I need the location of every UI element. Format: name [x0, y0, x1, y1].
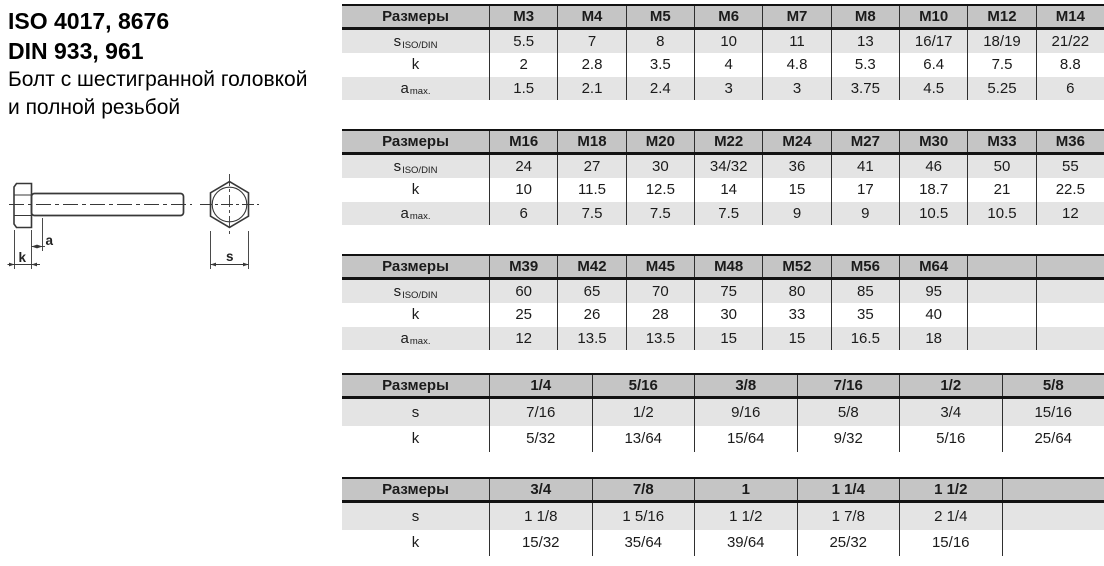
dimension-value: 40	[899, 303, 967, 326]
dimension-value: 10.5	[899, 202, 967, 225]
dimension-value: 4.5	[899, 77, 967, 100]
dimension-value: 16/17	[899, 30, 967, 53]
size-column-header: M64	[899, 256, 967, 277]
dimension-row-label	[342, 303, 489, 326]
dimension-value: 6	[489, 202, 557, 225]
dimension-value: 30	[694, 303, 762, 326]
dimension-symbol: a	[400, 329, 409, 347]
size-column-header: M3	[489, 6, 557, 27]
dimension-value: 3	[694, 77, 762, 100]
dimension-row-label	[342, 30, 489, 53]
dimension-value: 5.3	[831, 53, 899, 76]
dimension-value	[967, 280, 1035, 303]
dimension-value: 26	[557, 303, 625, 326]
dimension-value: 12	[1036, 202, 1104, 225]
size-column-header: M20	[626, 131, 694, 152]
dimension-value: 21	[967, 178, 1035, 201]
size-column-header: M22	[694, 131, 762, 152]
dimension-symbol: k	[411, 181, 420, 199]
dimension-subscript: ISO/DIN	[402, 39, 438, 51]
bolt-shank	[32, 194, 184, 216]
size-column-header: 5/8	[1002, 375, 1104, 396]
dimension-value: 18	[899, 327, 967, 350]
bolt-technical-drawing	[0, 165, 310, 280]
dimension-value	[1036, 327, 1104, 350]
size-column-header: 1	[694, 479, 797, 500]
dimension-value: 17	[831, 178, 899, 201]
table-row	[342, 280, 1104, 303]
dimension-value: 15/16	[1002, 399, 1104, 426]
dimension-value: 14	[694, 178, 762, 201]
dimension-value: 1 1/2	[694, 503, 797, 530]
size-column-header: M33	[967, 131, 1035, 152]
dimension-row-label	[342, 155, 489, 178]
dimension-value: 7/16	[489, 399, 592, 426]
size-column-header: M27	[831, 131, 899, 152]
dimension-value: 8.8	[1036, 53, 1104, 76]
dimension-symbol: s	[393, 33, 402, 51]
dimension-value: 12.5	[626, 178, 694, 201]
dimension-value: 21/22	[1036, 30, 1104, 53]
dimension-value: 95	[899, 280, 967, 303]
table-row	[342, 426, 1104, 453]
dimension-subscript: ISO/DIN	[402, 289, 438, 301]
sizes-header-label: Размеры	[382, 8, 449, 25]
size-column-header	[967, 256, 1035, 277]
dimension-value: 70	[626, 280, 694, 303]
table-row	[342, 178, 1104, 201]
table-row	[342, 53, 1104, 76]
size-column-header: 3/4	[489, 479, 592, 500]
dimension-value: 18.7	[899, 178, 967, 201]
dimension-value: 13/64	[592, 426, 695, 453]
front-view-centerlines	[200, 174, 259, 235]
dimension-value: 3/4	[899, 399, 1002, 426]
imperial-table-large	[342, 477, 1104, 556]
dimension-value: 3.75	[831, 77, 899, 100]
dimension-row-label	[342, 503, 489, 530]
dimension-value: 15	[694, 327, 762, 350]
dimension-symbol: k	[411, 306, 420, 324]
size-column-header: M10	[899, 6, 967, 27]
metric-table-m3-m14	[342, 4, 1104, 100]
dimension-value: 16.5	[831, 327, 899, 350]
metric-table-m39-m64	[342, 254, 1104, 350]
size-column-header: 3/8	[694, 375, 797, 396]
dimension-a-arrows	[32, 245, 43, 249]
size-column-header: M56	[831, 256, 899, 277]
dimension-value: 1 7/8	[797, 503, 900, 530]
dimension-value: 24	[489, 155, 557, 178]
dimension-value: 7	[557, 30, 625, 53]
hex-head-facet-lines	[14, 195, 32, 216]
dimension-row-label	[342, 77, 489, 100]
size-column-header: M14	[1036, 6, 1104, 27]
dimension-value: 1 5/16	[592, 503, 695, 530]
imperial-table-small	[342, 373, 1104, 452]
dimension-value: 7.5	[626, 202, 694, 225]
sizes-header-label: Размеры	[382, 133, 449, 150]
sizes-header-label: Размеры	[382, 481, 449, 498]
table-row	[342, 327, 1104, 350]
dimension-value: 11	[762, 30, 830, 53]
size-column-header: M18	[557, 131, 625, 152]
dimension-value: 34/32	[694, 155, 762, 178]
dimension-value: 13	[831, 30, 899, 53]
dimension-value: 28	[626, 303, 694, 326]
size-column-header: M24	[762, 131, 830, 152]
dimension-value: 2.1	[557, 77, 625, 100]
dimension-row-label	[342, 280, 489, 303]
size-column-header: M30	[899, 131, 967, 152]
dimension-value: 35	[831, 303, 899, 326]
table-row	[342, 530, 1104, 557]
description-line-1: Болт с шестигранной головкой	[8, 68, 308, 91]
dimension-value: 25/32	[797, 530, 900, 557]
dimension-value: 4	[694, 53, 762, 76]
dimension-subscript: ISO/DIN	[402, 164, 438, 176]
size-column-header: M6	[694, 6, 762, 27]
hex-head-side-view	[14, 184, 32, 228]
dimension-symbol: s	[393, 158, 402, 176]
dimension-value: 9/32	[797, 426, 900, 453]
size-column-header: 1 1/4	[797, 479, 900, 500]
iso-standard-title: ISO 4017, 8676	[8, 8, 170, 34]
dimension-value: 15	[762, 178, 830, 201]
table-row	[342, 77, 1104, 100]
dimension-row-label	[342, 327, 489, 350]
dimension-value: 6.4	[899, 53, 967, 76]
dimension-symbol: s	[393, 283, 402, 301]
dimension-value: 3	[762, 77, 830, 100]
table-header-row	[342, 477, 1104, 503]
dimension-value: 41	[831, 155, 899, 178]
dimension-value: 6	[1036, 77, 1104, 100]
dimension-value: 46	[899, 155, 967, 178]
size-column-header: 7/8	[592, 479, 695, 500]
dimension-subscript: max.	[409, 86, 431, 98]
dimension-value: 15/64	[694, 426, 797, 453]
size-column-header: M48	[694, 256, 762, 277]
dimension-value: 5/8	[797, 399, 900, 426]
sizes-header-label: Размеры	[382, 377, 449, 394]
dimension-symbol: k	[411, 534, 420, 552]
dimension-value: 25/64	[1002, 426, 1104, 453]
table-row	[342, 303, 1104, 326]
dimension-value: 27	[557, 155, 625, 178]
dimension-value: 8	[626, 30, 694, 53]
table-header-row	[342, 254, 1104, 280]
dimension-value: 5/32	[489, 426, 592, 453]
dimension-value: 15	[762, 327, 830, 350]
dimension-value: 35/64	[592, 530, 695, 557]
size-column-header: M4	[557, 6, 625, 27]
dimension-value: 60	[489, 280, 557, 303]
dimension-value: 10	[694, 30, 762, 53]
dimension-value: 15/16	[899, 530, 1002, 557]
size-column-header: M36	[1036, 131, 1104, 152]
table-row	[342, 155, 1104, 178]
dimension-value: 9	[831, 202, 899, 225]
dimension-value: 7.5	[557, 202, 625, 225]
dimension-row-label	[342, 426, 489, 453]
dimension-symbol: k	[411, 56, 420, 74]
size-column-header: 5/16	[592, 375, 695, 396]
dimension-value: 2 1/4	[899, 503, 1002, 530]
size-column-header: 1/4	[489, 375, 592, 396]
dimension-value: 2.8	[557, 53, 625, 76]
dimension-value: 12	[489, 327, 557, 350]
dimension-value: 33	[762, 303, 830, 326]
dimension-value: 1.5	[489, 77, 557, 100]
dimension-s-label: s	[226, 249, 234, 264]
dimension-value: 22.5	[1036, 178, 1104, 201]
dimension-subscript: max.	[409, 211, 431, 223]
table-header-row	[342, 4, 1104, 30]
dimension-value: 55	[1036, 155, 1104, 178]
dimension-row-label	[342, 530, 489, 557]
dimension-value: 9/16	[694, 399, 797, 426]
dimension-value: 7.5	[694, 202, 762, 225]
dimension-symbol: k	[411, 430, 420, 448]
dimension-value	[967, 327, 1035, 350]
size-column-header	[1036, 256, 1104, 277]
dimension-value: 39/64	[694, 530, 797, 557]
dimension-value: 5.5	[489, 30, 557, 53]
metric-table-m16-m36	[342, 129, 1104, 225]
size-column-header: M42	[557, 256, 625, 277]
dimension-row-label	[342, 399, 489, 426]
dimension-a-label: a	[45, 233, 54, 248]
dimension-value: 25	[489, 303, 557, 326]
size-column-header: M7	[762, 6, 830, 27]
dimension-value: 7.5	[967, 53, 1035, 76]
dimension-row-label	[342, 202, 489, 225]
dimension-value: 2.4	[626, 77, 694, 100]
size-column-header: 7/16	[797, 375, 900, 396]
dimension-symbol: s	[411, 507, 420, 525]
size-column-header: M12	[967, 6, 1035, 27]
dimension-symbol: a	[400, 204, 409, 222]
dimension-value: 11.5	[557, 178, 625, 201]
size-column-header: M16	[489, 131, 557, 152]
dimension-value: 13.5	[557, 327, 625, 350]
dimension-value: 5.25	[967, 77, 1035, 100]
table-row	[342, 503, 1104, 530]
dimension-k-label: k	[18, 250, 27, 265]
dimension-value: 1 1/8	[489, 503, 592, 530]
size-column-header: M39	[489, 256, 557, 277]
dimension-value: 75	[694, 280, 762, 303]
dimension-value: 3.5	[626, 53, 694, 76]
dimension-value	[1002, 530, 1104, 557]
dimension-row-label	[342, 178, 489, 201]
dimension-value	[1036, 303, 1104, 326]
dimension-row-label	[342, 53, 489, 76]
dimension-value: 9	[762, 202, 830, 225]
sizes-header-label: Размеры	[382, 258, 449, 275]
dimension-value: 10.5	[967, 202, 1035, 225]
dimension-symbol: a	[400, 79, 409, 97]
din-standard-title: DIN 933, 961	[8, 38, 144, 64]
dimension-value: 36	[762, 155, 830, 178]
dimension-symbol: s	[411, 403, 420, 421]
dimension-value: 65	[557, 280, 625, 303]
table-header-row	[342, 129, 1104, 155]
dimension-value: 18/19	[967, 30, 1035, 53]
size-column-header: M5	[626, 6, 694, 27]
table-header-row	[342, 373, 1104, 399]
dimension-value: 13.5	[626, 327, 694, 350]
dimension-value: 80	[762, 280, 830, 303]
dimension-value	[967, 303, 1035, 326]
size-column-header	[1002, 479, 1104, 500]
description-line-2: и полной резьбой	[8, 96, 181, 119]
size-column-header: 1 1/2	[899, 479, 1002, 500]
table-row	[342, 30, 1104, 53]
dimension-value: 10	[489, 178, 557, 201]
table-row	[342, 202, 1104, 225]
dimension-value: 30	[626, 155, 694, 178]
dimension-value: 1/2	[592, 399, 695, 426]
dimension-value: 50	[967, 155, 1035, 178]
size-column-header: M45	[626, 256, 694, 277]
dimension-value	[1036, 280, 1104, 303]
dimension-value: 2	[489, 53, 557, 76]
size-column-header: M52	[762, 256, 830, 277]
dimension-value: 85	[831, 280, 899, 303]
dimension-value	[1002, 503, 1104, 530]
dimension-subscript: max.	[409, 336, 431, 348]
dimension-value: 15/32	[489, 530, 592, 557]
size-column-header: 1/2	[899, 375, 1002, 396]
size-column-header: M8	[831, 6, 899, 27]
dimension-value: 5/16	[899, 426, 1002, 453]
table-row	[342, 399, 1104, 426]
title-block	[8, 6, 307, 122]
dimension-value: 4.8	[762, 53, 830, 76]
